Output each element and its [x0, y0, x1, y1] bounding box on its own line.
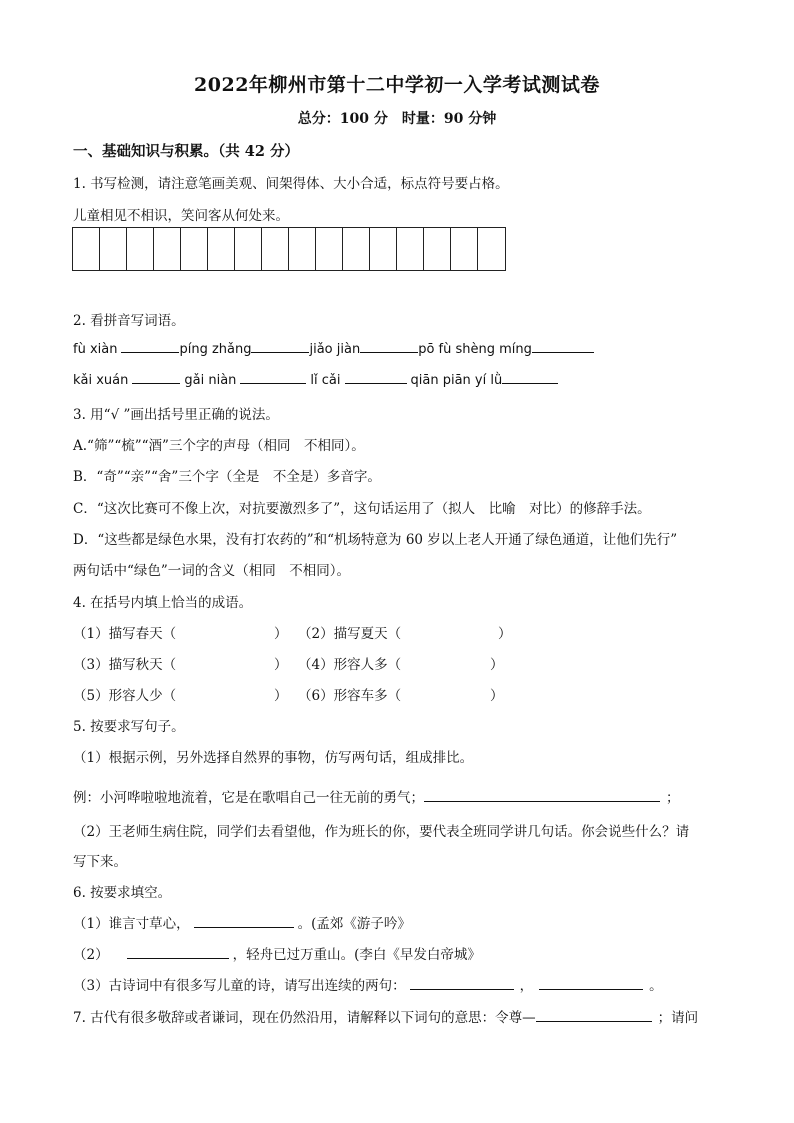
q4-close: ） — [490, 688, 504, 704]
grid-cell[interactable] — [154, 228, 181, 270]
q4-close: ） — [490, 657, 504, 673]
grid-cell[interactable] — [451, 228, 478, 270]
grid-cell[interactable] — [289, 228, 316, 270]
grid-cell[interactable] — [424, 228, 451, 270]
q6-line-3 — [73, 974, 663, 994]
answer-blank[interactable] — [532, 340, 594, 353]
pinyin-item: qiān piān yí lǜ — [410, 373, 503, 388]
exam-meta: 总分：100 分 时量：90 分钟 — [297, 111, 497, 127]
pinyin-item: pō fù shèng míng — [418, 342, 532, 357]
grid-cell[interactable] — [370, 228, 397, 270]
grid-cell[interactable] — [397, 228, 424, 270]
q6-text: ， — [519, 978, 534, 994]
q6-line-1 — [73, 912, 411, 932]
q6-line-2 — [73, 943, 481, 963]
q4-close: ） — [274, 657, 288, 673]
q6-text: ，轻舟已过万重山。(李白《早发白帝城》 — [232, 947, 481, 963]
q6-text: （1）谁言寸草心， — [73, 916, 190, 932]
q6-prompt: 6. 按要求填空。 — [73, 885, 172, 901]
q5-sub1: （1）根据示例，另外选择自然界的事物，仿写两句话，组成排比。 — [73, 750, 474, 766]
q5-example — [73, 786, 680, 806]
q1-prompt: 1. 书写检测，请注意笔画美观、间架得体、大小合适，标点符号要占格。 — [73, 176, 509, 192]
grid-cell[interactable] — [478, 228, 505, 270]
pinyin-row-1 — [73, 340, 594, 357]
pinyin-item: kǎi xuán — [73, 373, 129, 388]
answer-blank[interactable] — [345, 371, 407, 384]
grid-cell[interactable] — [100, 228, 127, 270]
q4-close: ） — [274, 626, 288, 642]
answer-blank[interactable] — [502, 371, 558, 384]
grid-cell[interactable] — [181, 228, 208, 270]
answer-blank[interactable] — [410, 977, 514, 990]
section-heading: 一、基础知识与积累。（共 42 分） — [73, 143, 300, 160]
q5-prompt: 5. 按要求写句子。 — [73, 719, 185, 735]
q3-option-d-cont: 两句话中“绿色”一词的含义（相同 不相同）。 — [73, 563, 351, 579]
q6-text: （3）古诗词中有很多写儿童的诗，请写出连续的两句： — [73, 978, 406, 994]
answer-blank[interactable] — [536, 1009, 652, 1022]
grid-cell[interactable] — [208, 228, 235, 270]
grid-cell[interactable] — [73, 228, 100, 270]
pinyin-item: fù xiàn — [73, 342, 118, 357]
q7-line — [73, 1006, 698, 1026]
q2-prompt: 2. 看拼音写词语。 — [73, 313, 185, 329]
grid-cell[interactable] — [262, 228, 289, 270]
q4-item: （2）描写夏天（ — [298, 626, 402, 642]
grid-cell[interactable] — [127, 228, 154, 270]
q3-prompt: 3. 用“√ ”画出括号里正确的说法。 — [73, 407, 279, 423]
q5-sub2-cont: 写下来。 — [73, 854, 127, 870]
q4-close: ） — [274, 688, 288, 704]
answer-blank[interactable] — [424, 789, 660, 802]
pinyin-row-2 — [73, 371, 558, 388]
answer-blank[interactable] — [127, 946, 229, 959]
grid-cell[interactable] — [316, 228, 343, 270]
q3-option-a[interactable]: A.“筛”“梳”“酒”三个字的声母（相同 不相同）。 — [73, 438, 365, 454]
q4-prompt: 4. 在括号内填上恰当的成语。 — [73, 595, 253, 611]
example-text: 例：小河哗啦啦地流着，它是在歌唱自己一往无前的勇气； — [73, 790, 424, 806]
pinyin-item: jiǎo jiàn — [309, 342, 361, 357]
answer-blank[interactable] — [251, 340, 309, 353]
q1-sentence: 儿童相见不相识，笑问客从何处来。 — [73, 208, 289, 224]
q4-item: （5）形容人少（ — [73, 688, 177, 704]
answer-blank[interactable] — [194, 915, 294, 928]
q6-text: 。 — [649, 978, 663, 994]
q4-close: ） — [498, 626, 512, 642]
q3-option-c[interactable]: C．“这次比赛可不像上次，对抗要激烈多了”，这句话运用了（拟人 比喻 对比）的修辞手法。 — [73, 501, 651, 517]
q5-sub2: （2）王老师生病住院，同学们去看望他，作为班长的你，要代表全班同学讲几句话。你会说些什么？请 — [73, 824, 690, 840]
answer-blank[interactable] — [240, 371, 306, 384]
q6-text: 。(孟郊《游子吟》 — [297, 916, 411, 932]
q3-option-b[interactable]: B．“奇”“亲”“舍”三个字（全是 不全是）多音字。 — [73, 469, 381, 485]
pinyin-item: lǐ cǎi — [310, 373, 341, 388]
q7-text: ；请问 — [657, 1010, 699, 1026]
pinyin-item: gǎi niàn — [184, 373, 237, 388]
pinyin-item: píng zhǎng — [179, 342, 252, 357]
q4-item: （4）形容人多（ — [298, 657, 402, 673]
q7-text: 7. 古代有很多敬辞或者谦词，现在仍然沿用，请解释以下词句的意思：令尊— — [73, 1010, 536, 1026]
q3-option-d[interactable]: D．“这些都是绿色水果，没有打农药的”和“机场特意为 60 岁以上老人开通了绿色通道，让他们先行” — [73, 532, 678, 548]
answer-blank[interactable] — [132, 371, 180, 384]
answer-blank[interactable] — [121, 340, 179, 353]
example-end: ； — [666, 790, 680, 806]
page-title: 2022年柳州市第十二中学初一入学考试测试卷 — [194, 74, 600, 96]
q4-item: （3）描写秋天（ — [73, 657, 177, 673]
q6-text: （2） — [73, 947, 109, 963]
grid-cell[interactable] — [235, 228, 262, 270]
answer-blank[interactable] — [539, 977, 643, 990]
writing-grid[interactable] — [72, 227, 506, 271]
answer-blank[interactable] — [360, 340, 418, 353]
grid-cell[interactable] — [343, 228, 370, 270]
q4-item: （6）形容车多（ — [298, 688, 402, 704]
q4-item: （1）描写春天（ — [73, 626, 177, 642]
